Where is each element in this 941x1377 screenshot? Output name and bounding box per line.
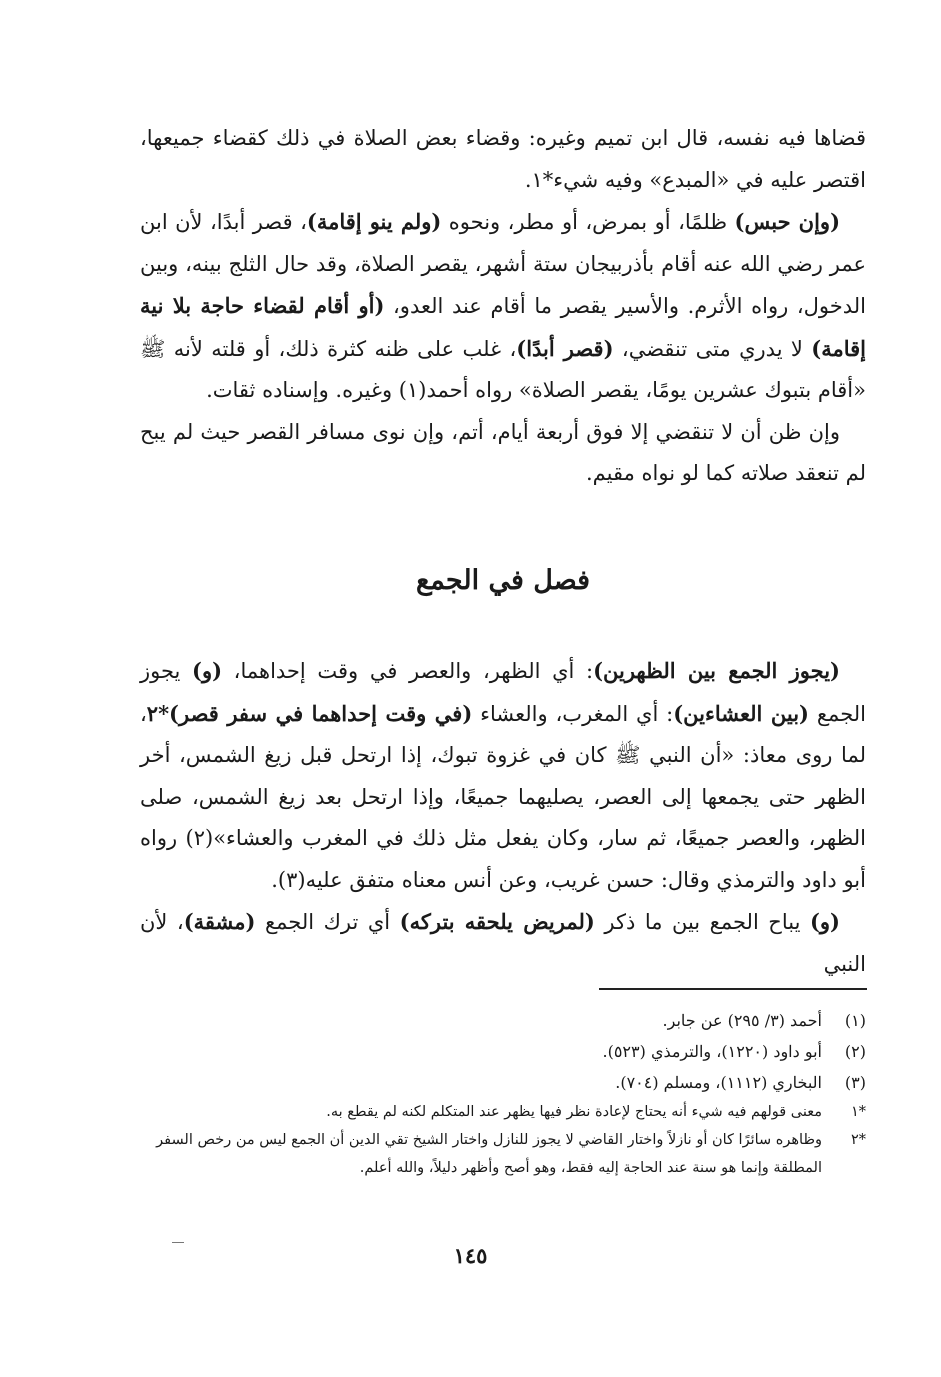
footnote-item [150,1126,866,1182]
paragraph-1 [140,118,866,201]
paragraph-5-part: (لمريض يلحقه بتركه) [399,909,595,934]
paragraph-4-part: (و) [192,658,223,683]
section-title: فصل في الجمع [415,565,591,596]
footnote-text: أبو داود (١٢٢٠)، والترمذي (٥٢٣). [602,1042,822,1061]
bottom-text-block [140,650,866,985]
paragraph-2-part: (قصر أبدًا) [516,335,614,361]
paragraph-4 [140,650,866,901]
paragraph-2-part: لا يدري متى تنقضي، [613,336,812,361]
footnote-number: *١ [850,1104,866,1120]
paragraph-5-part: أي ترك الجمع [255,910,400,934]
paragraph-4-part: يجوز الجمع [140,659,866,726]
paragraph-1-text: قضاها فيه نفسه، قال ابن تميم وغيره: وقضاء بعض الصلاة في ذلك كقضاء جميعها، اقتصر عليه في «المبدع» وفيه شيء*١. [140,126,866,192]
paragraph-5-part: يباح الجمع بين ما ذكر [594,910,810,934]
footnote-text: البخاري (١١١٢)، ومسلم (٧٠٤). [615,1073,822,1092]
footnote-item [150,1067,866,1098]
paragraph-4-part: (بين العشاءين) [673,700,809,726]
footnotes [150,1005,866,1182]
paragraph-2-part: ، قصر أبدًا، لأن ابن عمر رضي الله عنه أقام بأذربيجان ستة أشهر، يقصر الصلاة، وقد حال الثلج بينه، وبين الدخول، رواه الأثرم. والأسير يقصر ما أقام عند العدو، [140,210,866,318]
page-number: ١٤٥ [453,1243,488,1268]
footnote-text: وظاهره سائرًا كان أو نازلاً واختار القاضي لا يجوز للنازل واختار الشيخ تقي الدين أن الجمع ليس من رخص السفر المطلقة وإنما هو سنة عند الحاجة إليه فقط، وهو أصح وأظهر دليلاً، والله أعلم. [156,1132,822,1176]
paragraph-5-part: (و) [809,909,840,934]
footnote-item [150,1036,866,1067]
footnote-number: (٢) [844,1042,866,1061]
paragraph-4-part: : أي المغرب، والعشاء [472,701,674,726]
paragraph-2 [140,201,866,412]
paragraph-2-part: ، غلب على ظنه كثرة ذلك، أو قلته لأنه ﷺ «أقام بتبوك عشرين يومًا، يقصر الصلاة» رواه أحمد(١) وغيره. وإسناده ثقات. [140,336,866,402]
footnote-number: *٢ [850,1132,866,1148]
paragraph-3 [140,412,866,495]
top-text-block [140,118,866,495]
paragraph-2-part: (أو أقام لقضاء حاجة بلا نية إقامة) [140,293,867,361]
footnote-divider [599,988,867,990]
footnote-number: (٣) [844,1073,866,1092]
footnote-item [150,1098,866,1126]
paragraph-5-part: (مشقة) [183,909,256,934]
footnote-number: (١) [844,1011,866,1030]
paragraph-5 [140,901,866,985]
paragraph-4-part: ، لما روى معاذ: «أن النبي ﷺ كان في غزوة تبوك، إذا ارتحل قبل زيغ الشمس، أخر الظهر حتى يجمعها إلى العصر، يصليهما جميعًا، وإذا ارتحل بعد زيغ الشمس، صلى الظهر، والعصر جميعًا، ثم سار، وكان يفعل مثل ذلك في المغرب والعشاء»(٢) رواه أبو داود والترمذي وقال: حسن غريب، وعن أنس معناه متفق عليه(٣). [140,701,866,892]
paragraph-4-part: : أي الظهر، والعصر في وقت إحداهما، [222,659,594,683]
paragraph-4-part: (يجوز الجمع بين الظهرين) [593,658,840,683]
footnote-text: أحمد (٣/ ٢٩٥) عن جابر. [662,1011,822,1030]
paragraph-3-text: وإن ظن أن لا تنقضي إلا فوق أربعة أيام، أتم، وإن نوى مسافر القصر حيث لم يبح لم تنعقد صلاته كما لو نواه مقيم. [140,419,866,485]
paragraph-5-part: ، لأن النبي [140,910,866,976]
paragraph-2-part: (ولم ينو إقامة) [306,209,442,234]
footnote-item [150,1005,866,1036]
paragraph-4-part: (في وقت إحداهما في سفر قصر)*٢ [146,700,473,726]
paragraph-2-part: ظلمًا، أو بمرض، أو مطر، ونحوه [441,210,735,234]
footnote-text: معنى قولهم فيه شيء أنه يحتاج لإعادة نظر فيها يظهر عند المتكلم لكنه لم يقطع به. [326,1104,822,1120]
paragraph-2-part: (وإن حبس) [734,209,840,234]
